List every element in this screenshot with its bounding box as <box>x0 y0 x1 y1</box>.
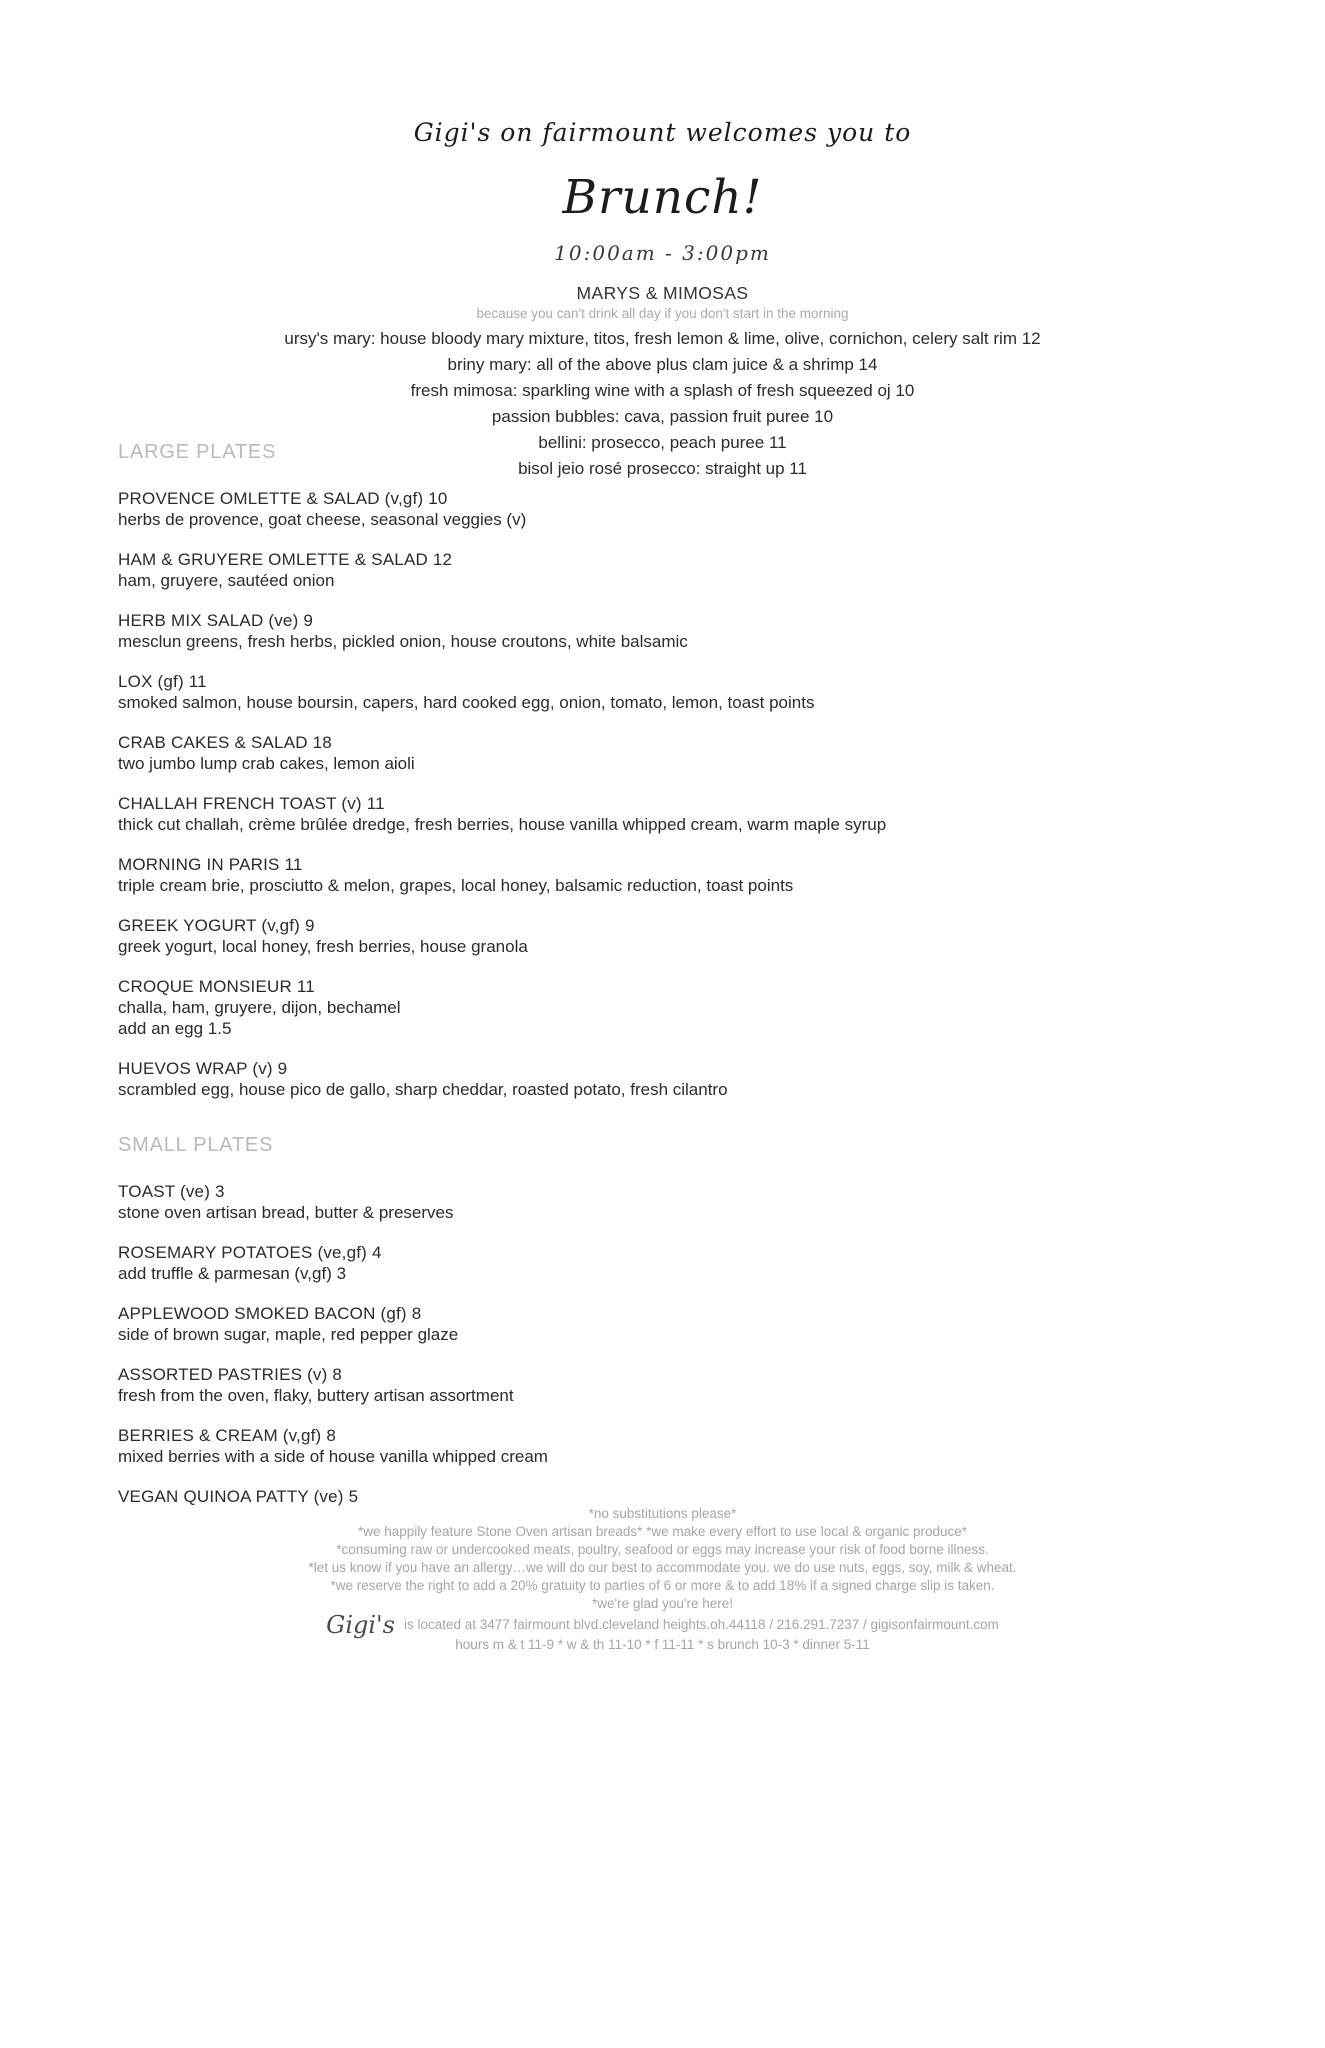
item-name: PROVENCE OMLETTE & SALAD (v,gf) 10 <box>118 489 448 508</box>
drink-item: passion bubbles: cava, passion fruit puree 10 <box>491 407 834 426</box>
item-desc: herbs de provence, goat cheese, seasonal veggies (v) <box>118 510 527 529</box>
small-plates-section <box>118 1133 548 1526</box>
footer-note: *let us know if you have an allergy…we will do our best to accommodate you. we do use nuts, eggs, soy, milk & wheat. <box>308 1560 1017 1575</box>
item-desc: scrambled egg, house pico de gallo, sharp cheddar, roasted potato, fresh cilantro <box>118 1080 728 1099</box>
menu-item <box>118 1181 548 1223</box>
footer-note: *we happily feature Stone Oven artisan breads* *we make every effort to use local & organic produce* <box>357 1524 968 1539</box>
footer-hours: hours m & t 11-9 * w & th 11-10 * f 11-11 * s brunch 10-3 * dinner 5-11 <box>455 1637 870 1652</box>
item-name: MORNING IN PARIS 11 <box>118 855 303 874</box>
item-desc: side of brown sugar, maple, red pepper glaze <box>118 1325 459 1344</box>
menu-item <box>118 1364 548 1406</box>
menu-item <box>118 854 886 896</box>
footer-note: *we're glad you're here! <box>592 1596 733 1611</box>
item-desc: mesclun greens, fresh herbs, pickled onion, house croutons, white balsamic <box>118 632 688 651</box>
small-plates-heading: SMALL PLATES <box>118 1134 274 1156</box>
footer-location-text: is located at 3477 fairmount blvd.cleveland heights.oh.44118 / 216.291.7237 / gigisonfairmount.com <box>403 1617 999 1632</box>
item-desc: mixed berries with a side of house vanilla whipped cream <box>118 1447 548 1466</box>
item-name: LOX (gf) 11 <box>118 672 207 691</box>
item-name: BERRIES & CREAM (v,gf) 8 <box>118 1426 336 1445</box>
item-name: ROSEMARY POTATOES (ve,gf) 4 <box>118 1243 382 1262</box>
item-desc: challa, ham, gruyere, dijon, bechamel <box>118 998 401 1017</box>
menu-item <box>118 1425 548 1467</box>
item-desc: greek yogurt, local honey, fresh berries, house granola <box>118 937 528 956</box>
menu-item <box>118 915 886 957</box>
large-plates-section <box>118 440 886 1119</box>
item-desc: add truffle & parmesan (v,gf) 3 <box>118 1264 347 1283</box>
menu-item <box>118 1486 548 1507</box>
item-name: ASSORTED PASTRIES (v) 8 <box>118 1365 343 1384</box>
item-name: CRAB CAKES & SALAD 18 <box>118 733 332 752</box>
item-desc: fresh from the oven, flaky, buttery artisan assortment <box>118 1386 514 1405</box>
item-desc: smoked salmon, house boursin, capers, hard cooked egg, onion, tomato, lemon, toast points <box>118 693 815 712</box>
item-desc: stone oven artisan bread, butter & preserves <box>118 1203 454 1222</box>
large-plates-heading: LARGE PLATES <box>118 441 277 463</box>
item-desc-extra: add an egg 1.5 <box>118 1019 232 1038</box>
item-desc: thick cut challah, crème brûlée dredge, fresh berries, house vanilla whipped cream, warm maple syrup <box>118 815 887 834</box>
welcome-line: Gigi's on fairmount welcomes you to <box>413 118 912 147</box>
menu-item <box>118 549 886 591</box>
drink-item: ursy's mary: house bloody mary mixture, titos, fresh lemon & lime, olive, cornichon, celery salt rim 12 <box>284 329 1041 348</box>
brunch-hours: 10:00am - 3:00pm <box>554 241 771 265</box>
item-name: CROQUE MONSIEUR 11 <box>118 977 315 996</box>
item-name: GREEK YOGURT (v,gf) 9 <box>118 916 315 935</box>
drinks-subheading: because you can't drink all day if you don't start in the morning <box>476 306 849 321</box>
item-desc: two jumbo lump crab cakes, lemon aioli <box>118 754 415 773</box>
item-name: VEGAN QUINOA PATTY (ve) 5 <box>118 1487 359 1506</box>
menu-item <box>118 610 886 652</box>
item-name: HERB MIX SALAD (ve) 9 <box>118 611 314 630</box>
menu-item <box>118 793 886 835</box>
item-name: HAM & GRUYERE OMLETTE & SALAD 12 <box>118 550 453 569</box>
menu-footer <box>0 1505 1325 1654</box>
item-name: HUEVOS WRAP (v) 9 <box>118 1059 288 1078</box>
menu-item <box>118 1303 548 1345</box>
item-name: APPLEWOOD SMOKED BACON (gf) 8 <box>118 1304 422 1323</box>
item-desc: ham, gruyere, sautéed onion <box>118 571 335 590</box>
drink-item: bellini: prosecco, peach puree 11 <box>538 433 787 452</box>
footer-note: *no substitutions please* <box>588 1506 737 1521</box>
menu-item <box>118 1058 886 1100</box>
menu-item <box>118 976 886 1039</box>
gigis-script-logo: Gigi's <box>326 1611 395 1639</box>
page-title: Brunch! <box>562 170 763 225</box>
drink-item: briny mary: all of the above plus clam juice & a shrimp 14 <box>447 355 878 374</box>
item-name: TOAST (ve) 3 <box>118 1182 225 1201</box>
menu-item <box>118 671 886 713</box>
menu-item <box>118 488 886 530</box>
footer-note: *consuming raw or undercooked meats, poultry, seafood or eggs may increase your risk of food borne illness. <box>336 1542 989 1557</box>
footer-note: *we reserve the right to add a 20% gratuity to parties of 6 or more & to add 18% if a signed charge slip is taken. <box>330 1578 995 1593</box>
footer-location-line <box>0 1611 1325 1639</box>
menu-item <box>118 1242 548 1284</box>
drink-item: bisol jeio rosé prosecco: straight up 11 <box>518 459 807 478</box>
drink-item: fresh mimosa: sparkling wine with a splash of fresh squeezed oj 10 <box>410 381 915 400</box>
drinks-heading: MARYS & MIMOSAS <box>576 283 749 303</box>
menu-item <box>118 732 886 774</box>
item-desc: triple cream brie, prosciutto & melon, grapes, local honey, balsamic reduction, toast points <box>118 876 794 895</box>
item-name: CHALLAH FRENCH TOAST (v) 11 <box>118 794 385 813</box>
